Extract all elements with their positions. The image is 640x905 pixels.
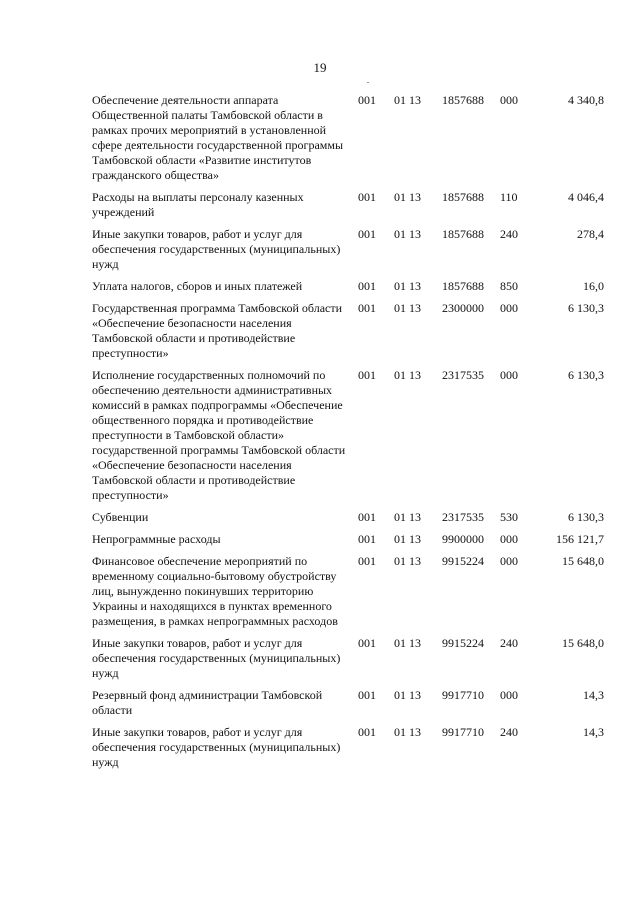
row-vr: 000 [500,368,518,382]
row-sum: 278,4 [577,227,604,241]
row-section: 01 13 [394,227,421,241]
row-vr: 000 [500,93,518,107]
table-row [92,190,604,227]
row-csr: 9915224 [442,636,484,650]
row-name: Резервный фонд администрации Тамбовской области [92,688,323,717]
table-row [92,510,604,532]
row-csr: 9917710 [442,725,484,739]
row-grbs: 001 [358,510,376,524]
row-csr: 9900000 [442,532,484,546]
table-row [92,368,604,510]
row-csr: 2300000 [442,301,484,315]
row-csr: 1857688 [442,279,484,293]
row-grbs: 001 [358,368,376,382]
row-csr: 1857688 [442,190,484,204]
row-sum: 4 046,4 [568,190,604,204]
row-name: Обеспечение деятельности аппарата Общественной палаты Тамбовской области в рамках прочих мероприятий в установленной сфере деятельности государственной программы Тамбовской области «Развитие институтов гражданского общества» [92,93,344,182]
page-number: 19 [313,60,327,75]
scan-mark [367,82,369,83]
row-sum: 15 648,0 [562,554,604,568]
row-name: Иные закупки товаров, работ и услуг для обеспечения государственных (муниципальных) нужд [92,227,341,271]
row-name: Уплата налогов, сборов и иных платежей [92,279,303,293]
row-sum: 6 130,3 [568,510,604,524]
row-sum: 4 340,8 [568,93,604,107]
table-row [92,725,604,777]
table-row [92,532,604,554]
row-grbs: 001 [358,190,376,204]
row-name: Иные закупки товаров, работ и услуг для обеспечения государственных (муниципальных) нужд [92,725,341,769]
row-grbs: 001 [358,688,376,702]
row-grbs: 001 [358,301,376,315]
row-csr: 2317535 [442,510,484,524]
row-vr: 240 [500,636,518,650]
row-sum: 15 648,0 [562,636,604,650]
row-section: 01 13 [394,368,421,382]
table-row [92,93,604,190]
table-row [92,227,604,279]
row-section: 01 13 [394,190,421,204]
row-vr: 530 [500,510,518,524]
row-section: 01 13 [394,279,421,293]
row-name: Субвенции [92,510,149,524]
row-grbs: 001 [358,227,376,241]
row-csr: 1857688 [442,93,484,107]
row-section: 01 13 [394,636,421,650]
row-grbs: 001 [358,279,376,293]
row-csr: 1857688 [442,227,484,241]
row-sum: 14,3 [583,725,604,739]
table-row [92,636,604,688]
budget-table [92,93,604,777]
row-name: Расходы на выплаты персоналу казенных учреждений [92,190,304,219]
row-section: 01 13 [394,688,421,702]
row-grbs: 001 [358,532,376,546]
row-section: 01 13 [394,532,421,546]
row-sum: 6 130,3 [568,301,604,315]
row-section: 01 13 [394,93,421,107]
table-row [92,301,604,368]
row-csr: 9917710 [442,688,484,702]
row-sum: 6 130,3 [568,368,604,382]
row-name: Исполнение государственных полномочий по обеспечению деятельности административных комиссий в рамках подпрограммы «Обеспечение общественного порядка и противодействие преступности в Тамбовской области» государственной программы Тамбовской области «Обеспечение безопасности населения Тамбовской области и противодействие преступности» [92,368,346,502]
row-csr: 9915224 [442,554,484,568]
table-row [92,279,604,301]
row-name: Государственная программа Тамбовской области «Обеспечение безопасности населения Тамбовской области и противодействие преступности» [92,301,343,360]
row-vr: 240 [500,227,518,241]
row-grbs: 001 [358,554,376,568]
row-sum: 16,0 [583,279,604,293]
table-row [92,688,604,725]
row-vr: 000 [500,688,518,702]
row-name: Непрограммные расходы [92,532,221,546]
row-name: Иные закупки товаров, работ и услуг для обеспечения государственных (муниципальных) нужд [92,636,341,680]
budget-table-body [92,93,604,777]
row-vr: 000 [500,532,518,546]
row-grbs: 001 [358,725,376,739]
row-name: Финансовое обеспечение мероприятий по временному социально-бытовому обустройству лиц, вынужденно покинувших территорию Украины и находящихся в пунктах временного размещения, в рамках непрограммных расходов [92,554,338,628]
table-row [92,554,604,636]
row-grbs: 001 [358,636,376,650]
row-grbs: 001 [358,93,376,107]
row-section: 01 13 [394,554,421,568]
row-vr: 850 [500,279,518,293]
row-vr: 240 [500,725,518,739]
row-section: 01 13 [394,510,421,524]
row-section: 01 13 [394,301,421,315]
row-section: 01 13 [394,725,421,739]
row-sum: 14,3 [583,688,604,702]
row-csr: 2317535 [442,368,484,382]
row-vr: 110 [500,190,518,204]
row-vr: 000 [500,301,518,315]
row-vr: 000 [500,554,518,568]
row-sum: 156 121,7 [556,532,604,546]
